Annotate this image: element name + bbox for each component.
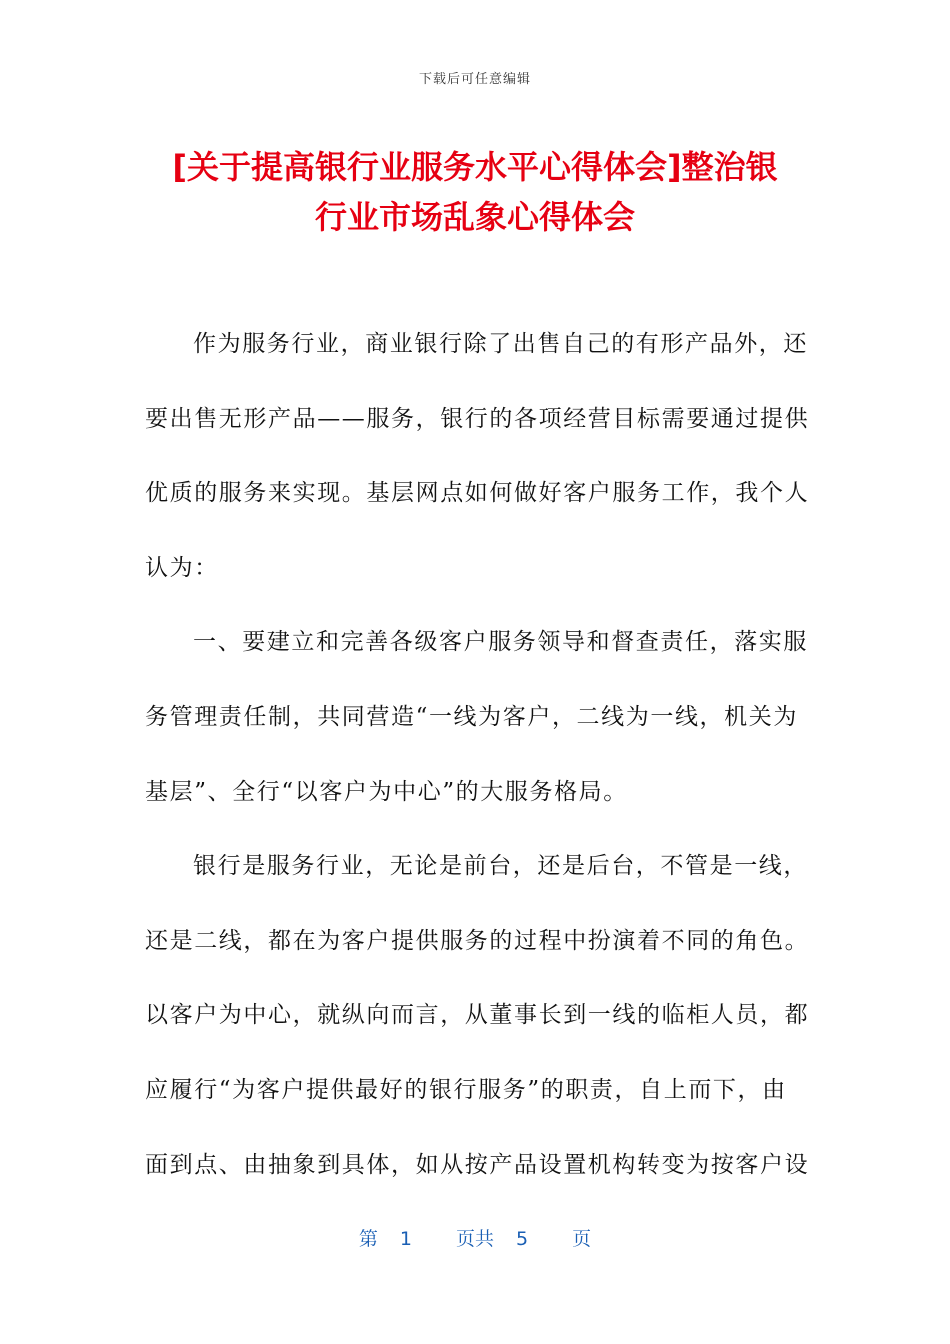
body-line: 优质的服务来实现。基层网点如何做好客户服务工作，我个人 — [145, 480, 810, 507]
title-line-2: 行业市场乱象心得体会 — [314, 198, 635, 236]
body-line: 要出售无形产品——服务，银行的各项经营目标需要通过提供 — [145, 405, 810, 432]
page-footer — [0, 1224, 950, 1251]
page-number: 1 — [399, 1228, 412, 1250]
body-line: 一、要建立和完善各级客户服务领导和督查责任，落实服 — [193, 629, 808, 656]
body-line: 认为： — [145, 554, 219, 581]
title-line-1: [关于提高银行业服务水平心得体会]整治银 — [172, 148, 778, 186]
header-note: 下载后可任意编辑 — [418, 72, 531, 87]
document-title — [120, 142, 830, 242]
page-suffix: 页 — [572, 1228, 592, 1250]
page-total: 5 — [516, 1228, 529, 1250]
body-line: 以客户为中心，就纵向而言，从董事长到一线的临柜人员，都 — [145, 1002, 810, 1029]
body-line: 作为服务行业，商业银行除了出售自己的有形产品外，还 — [193, 331, 808, 357]
body-line: 务管理责任制，共同营造“一线为客户，二线为一线，机关为 — [145, 703, 798, 730]
page-prefix: 第 — [358, 1228, 378, 1250]
body-line: 还是二线，都在为客户提供服务的过程中扮演着不同的角色。 — [145, 927, 810, 954]
document-body — [145, 307, 810, 1202]
body-line: 银行是服务行业，无论是前台，还是后台，不管是一线， — [193, 853, 808, 880]
body-line: 应履行“为客户提供最好的银行服务”的职责，自上而下，由 — [145, 1076, 787, 1103]
body-line: 基层”、全行“以客户为中心”的大服务格局。 — [145, 778, 628, 805]
page-middle: 页共 — [455, 1228, 494, 1250]
body-line: 面到点、由抽象到具体，如从按产品设置机构转变为按客户设 — [145, 1151, 810, 1178]
